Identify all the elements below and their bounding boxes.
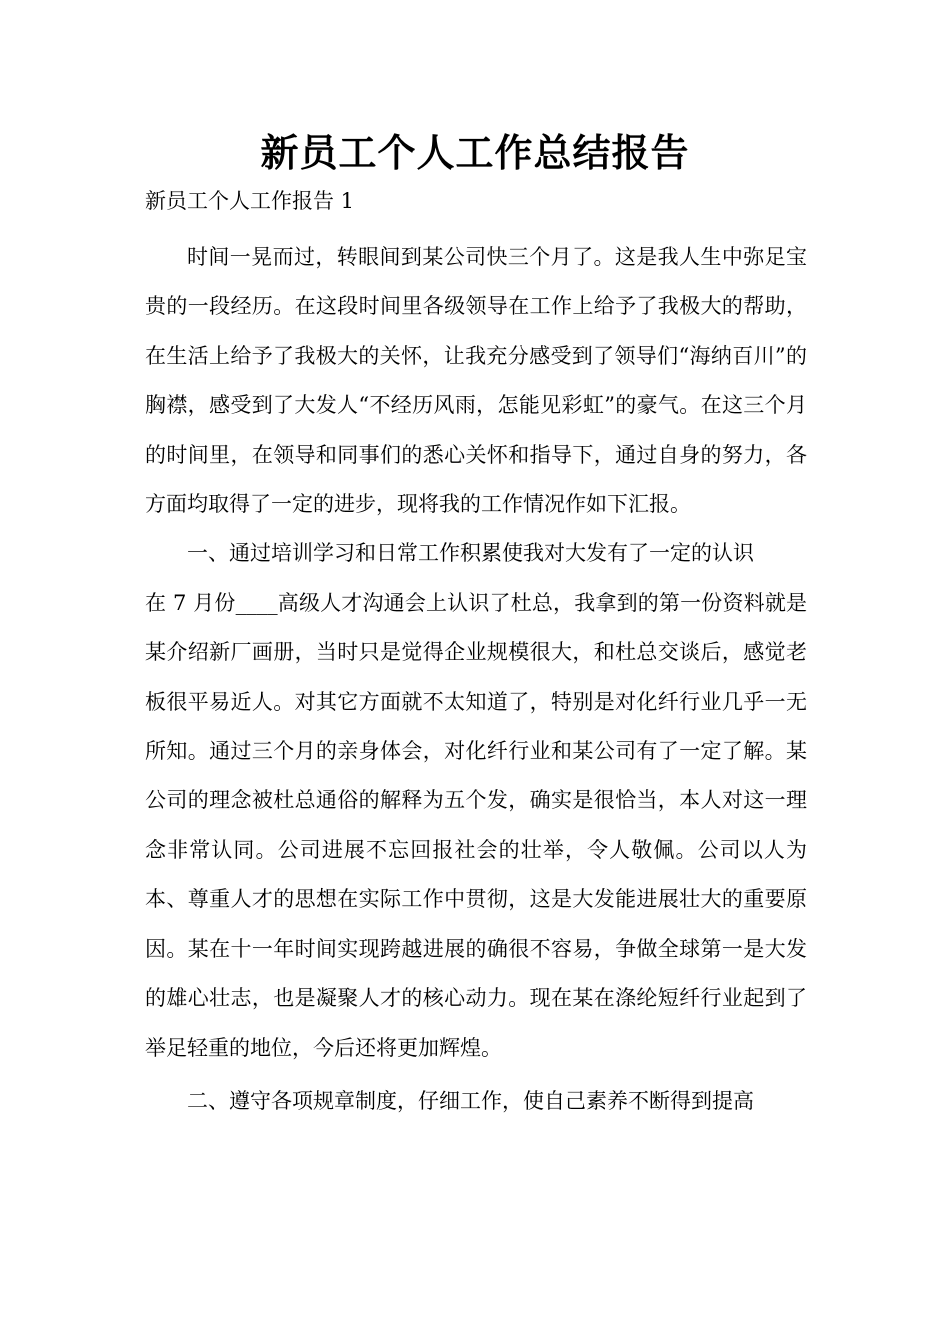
section-subtitle: 新员工个人工作报告 1 xyxy=(145,189,355,213)
document-body xyxy=(145,233,807,1126)
document-title: 新员工个人工作总结报告 xyxy=(260,131,690,175)
section-heading-one: 一、通过培训学习和日常工作积累使我对大发有了一定的认识 xyxy=(187,541,754,566)
paragraph-intro: 时间一晃而过，转眼间到某公司快三个月了。这是我人生中弥足宝贵的一段经历。在这段时间里各级领导在工作上给予了我极大的帮助，在生活上给予了我极大的关怀，让我充分感受到了领导们“海纳百川”的胸襟，感受到了大发人“不经历风雨，怎能见彩虹”的豪气。在这三个月的时间里，在领导和同事们的悉心关怀和指导下，通过自身的努力，各方面均取得了一定的进步，现将我的工作情况作如下汇报。 xyxy=(145,245,807,517)
section-heading-two: 二、遵守各项规章制度，仔细工作，使自己素养不断得到提高 xyxy=(187,1088,754,1113)
paragraph-section-one: 在 7 月份____高级人才沟通会上认识了杜总，我拿到的第一份资料就是某介绍新厂画册，当时只是觉得企业规模很大，和杜总交谈后，感觉老板很平易近人。对其它方面就不太知道了，特别是对化纤行业几乎一无所知。通过三个月的亲身体会，对化纤行业和某公司有了一定了解。某公司的理念被杜总通俗的解释为五个发，确实是很恰当，本人对这一理念非常认同。公司进展不忘回报社会的壮举，令人敬佩。公司以人为本、尊重人才的思想在实际工作中贯彻，这是大发能进展壮大的重要原因。某在十一年时间实现跨越进展的确很不容易，争做全球第一是大发的雄心壮志，也是凝聚人才的核心动力。现在某在涤纶短纤行业起到了举足轻重的地位，今后还将更加辉煌。 xyxy=(145,590,807,1060)
